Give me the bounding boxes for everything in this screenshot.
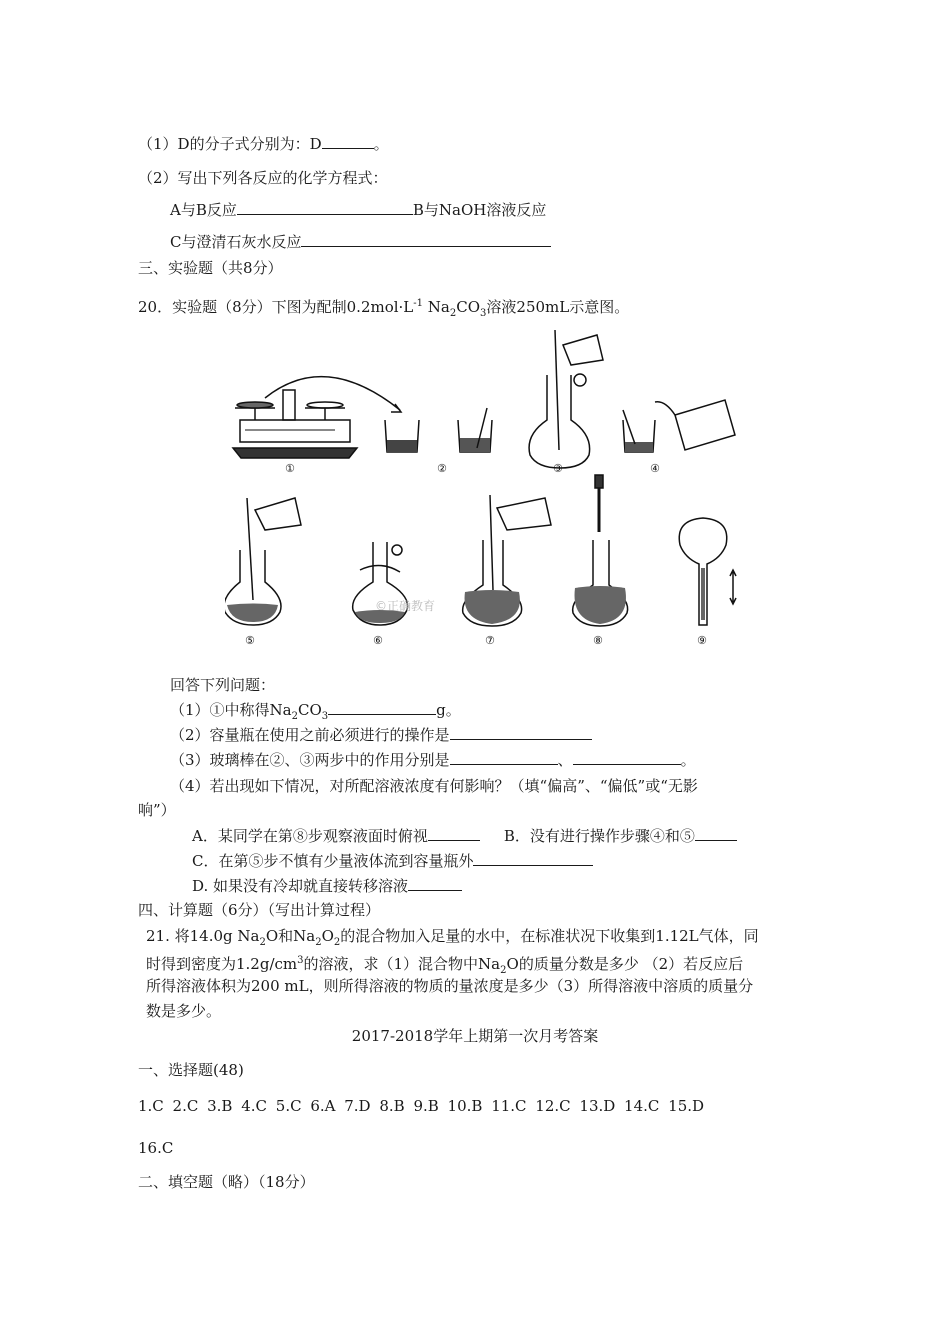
balance-icon bbox=[233, 377, 401, 458]
q19-c: C与澄清石灰水反应 bbox=[170, 232, 551, 252]
q20-a4-line2: 响”） bbox=[138, 801, 176, 819]
q21-line2: 时得到密度为$1.2g/cm^3$的溶液，求（1）混合物中$Na_2O$的质量分数是多少 （2）若反应后 bbox=[146, 955, 744, 976]
answer-blank bbox=[450, 725, 592, 740]
q19-part1: （1）D的分子式分别为：D 。 bbox=[138, 135, 389, 153]
step-label: ③ bbox=[553, 462, 563, 475]
q20-a1: （1）①中称得$Na_2CO_3$ g。 bbox=[170, 701, 461, 722]
q20-stem: 20．实验题（8分）下图为配制$0.2mol\cdot L^{-1}$ $Na_2CO_3$溶液250mL示意图。 bbox=[138, 298, 630, 319]
flask-transfer-icon bbox=[225, 498, 301, 625]
step-label: ② bbox=[437, 462, 447, 475]
answer-blank bbox=[322, 134, 374, 149]
answer-blank bbox=[237, 200, 413, 215]
answer-blank bbox=[573, 750, 681, 765]
answer-title: 2017-2018学年上期第一次月考答案 bbox=[351, 1027, 599, 1045]
flask-dropper-icon bbox=[573, 475, 628, 626]
answer-blank bbox=[408, 876, 462, 891]
answer-section-1: 一、选择题(48) bbox=[138, 1061, 244, 1079]
answer-blank bbox=[301, 232, 551, 247]
answer-row: 1.C 2.C 3.B 4.C 5.C 6.A 7.D 8.B 9.B 10.B 11.C 12.C 13.D 14.C 15.D bbox=[138, 1097, 705, 1115]
step-labels bbox=[245, 462, 707, 647]
q19-ab: A与B反应 B与NaOH溶液反应 bbox=[170, 201, 547, 219]
answer-blank bbox=[428, 826, 480, 841]
volumetric-flask-icon bbox=[529, 330, 603, 468]
answer-section-2: 二、填空题（略）（18分） bbox=[138, 1173, 315, 1191]
step-label: ⑦ bbox=[485, 634, 495, 647]
q19-part2: （2）写出下列各反应的化学方程式： bbox=[138, 169, 388, 187]
answer-blank bbox=[450, 750, 558, 765]
beaker-stirring-icon bbox=[458, 408, 492, 452]
answer-blank bbox=[473, 851, 593, 866]
step-label: ⑥ bbox=[373, 634, 383, 647]
answer-16: 16.C bbox=[138, 1139, 174, 1157]
q20-a3: （3）玻璃棒在②、③两步中的作用分别是 、 。 bbox=[170, 751, 696, 769]
step-label: ① bbox=[285, 462, 295, 475]
step-label: ⑨ bbox=[697, 634, 707, 647]
section-4-heading: 四、计算题（6分）（写出计算过程） bbox=[138, 901, 381, 919]
beaker-icon bbox=[385, 420, 419, 452]
solution-preparation-figure bbox=[225, 320, 745, 650]
answer-blank bbox=[695, 826, 737, 841]
q21-line1: 21. 将14.0g $Na_2O$和$Na_2O_2$的混合物加入足量的水中，在标准状况下收集到1.12L气体，同 bbox=[146, 927, 759, 948]
q21-line4: 数是多少。 bbox=[146, 1002, 222, 1020]
answer-blank bbox=[328, 700, 436, 715]
step-label: ④ bbox=[650, 462, 660, 475]
flask-invert-icon bbox=[679, 518, 736, 625]
step-label: ⑧ bbox=[593, 634, 603, 647]
q20-a4-line1: （4）若出现如下情况，对所配溶液浓度有何影响？（填“偏高”、“偏低”或“无影 bbox=[170, 777, 698, 795]
step-label: ⑤ bbox=[245, 634, 255, 647]
section-3-heading: 三、实验题（共8分） bbox=[138, 259, 283, 277]
flask-topup-icon bbox=[463, 495, 551, 626]
q20-a2: （2）容量瓶在使用之前必须进行的操作是 bbox=[170, 725, 592, 745]
q21-line3: 所得溶液体积为200 mL，则所得溶液的物质的量浓度是多少（3）所得溶液中溶质的质量分 bbox=[146, 977, 754, 995]
q20-a4-c: C．在第⑤步不慎有少量液体流到容量瓶外 bbox=[192, 851, 593, 871]
wash-bottle-icon bbox=[623, 400, 735, 452]
answer-intro: 回答下列问题： bbox=[170, 676, 276, 694]
q20-a4-a: A．某同学在第⑧步观察液面时俯视 B．没有进行操作步骤④和⑤ bbox=[192, 826, 737, 846]
q20-a4-d: D. 如果没有冷却就直接转移溶液 bbox=[192, 876, 462, 896]
watermark: ©正确教育 bbox=[375, 599, 436, 613]
